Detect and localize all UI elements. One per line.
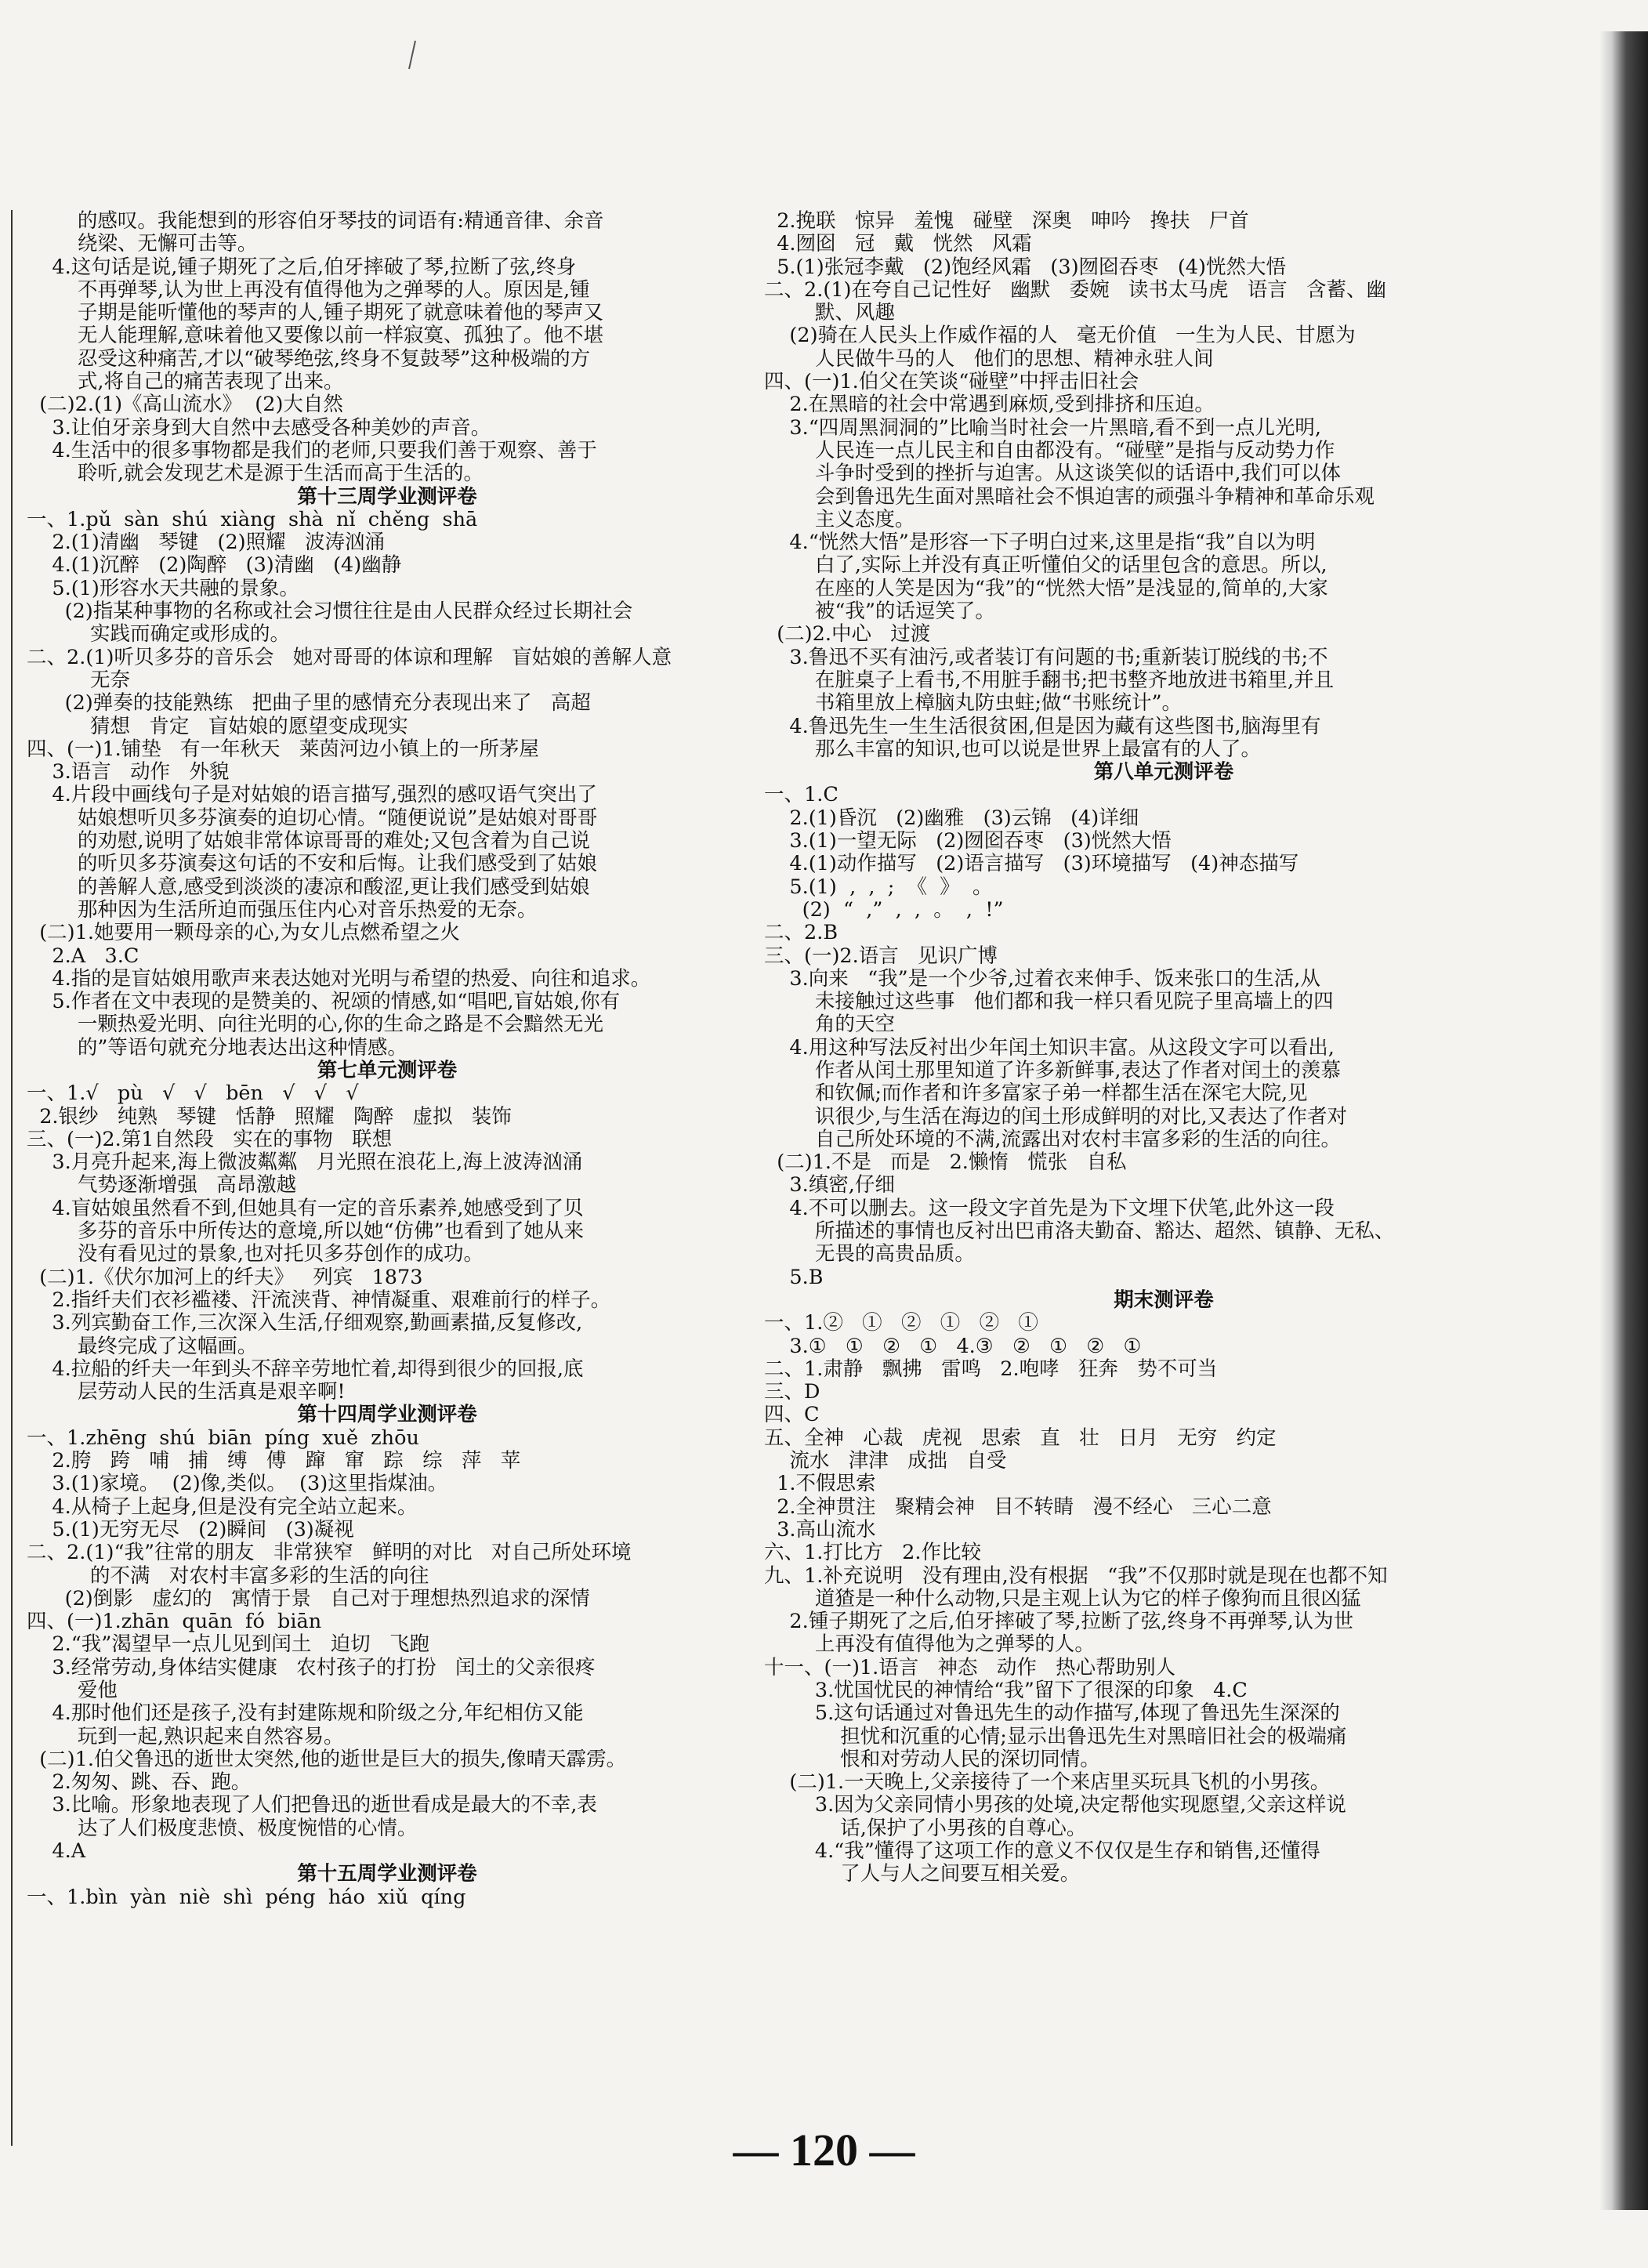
answer-line: 5.这句话通过对鲁迅先生的动作描写,体现了鲁迅先生深深的 bbox=[764, 1702, 1340, 1726]
section-heading: 期末测评卷 bbox=[1114, 1288, 1214, 1312]
answer-line: 在座的人笑是因为“我”的“恍然大悟”是浅显的,简单的,大家 bbox=[764, 577, 1328, 600]
answer-line: 四、(一)1.伯父在笑谈“碰壁”中抨击旧社会 bbox=[764, 371, 1139, 394]
answer-line: 书箱里放上樟脑丸防虫蛀;做“书账统计”。 bbox=[764, 692, 1183, 716]
answer-line: 2.(1)昏沉 (2)幽雅 (3)云锦 (4)详细 bbox=[764, 806, 1139, 830]
answer-line: 4.指的是盲姑娘用歌声来表达她对光明与希望的热爱、向往和追求。 bbox=[27, 967, 651, 991]
answer-line: 5.作者在文中表现的是赞美的、祝颂的情感,如“唱吧,盲姑娘,你有 bbox=[27, 991, 621, 1014]
answer-line: (二)1.《伏尔加河上的纤夫》 列宾 1873 bbox=[27, 1266, 423, 1289]
answer-line: (二)2.(1)《高山流水》 (2)大自然 bbox=[27, 393, 343, 417]
answer-line: (2)倒影 虚幻的 寓情于景 自己对于理想热烈追求的深情 bbox=[27, 1587, 590, 1610]
answer-line: 3.让伯牙亲身到大自然中去感受各种美妙的声音。 bbox=[27, 416, 491, 440]
answer-line: 话,保护了小男孩的自尊心。 bbox=[764, 1817, 1087, 1840]
section-heading: 第七单元测评卷 bbox=[317, 1059, 458, 1082]
section-heading: 第十四周学业测评卷 bbox=[297, 1404, 477, 1427]
answer-line: 3.比喻。形象地表现了人们把鲁迅的逝世看成是最大的不幸,表 bbox=[27, 1794, 597, 1817]
answer-line: 聆听,就会发现艺术是源于生活而高于生活的。 bbox=[27, 462, 484, 486]
answer-line: 五、全神 心裁 虎视 思索 直 壮 日月 无穷 约定 bbox=[764, 1426, 1277, 1450]
answer-line: 三、(一)2.语言 见识广博 bbox=[764, 944, 998, 968]
answer-line: 3.(1)家境。 (2)像,类似。 (3)这里指煤油。 bbox=[27, 1473, 448, 1496]
answer-line: (二)1.伯父鲁迅的逝世太突然,他的逝世是巨大的损失,像晴天霹雳。 bbox=[27, 1748, 627, 1771]
answer-line: 未接触过这些事 他们都和我一样只看见院子里高墙上的四 bbox=[764, 991, 1334, 1014]
answer-line: 气势逐渐增强 高昂激越 bbox=[27, 1174, 297, 1197]
answer-line: 3.忧国忧民的神情给“我”留下了很深的印象 4.C bbox=[764, 1679, 1248, 1702]
answer-line: 十一、(一)1.语言 神态 动作 热心帮助别人 bbox=[764, 1656, 1176, 1679]
answer-line: (2)指某种事物的名称或社会习惯往往是由人民群众经过长期社会 bbox=[27, 600, 633, 624]
answer-line: (二)1.不是 而是 2.懒惰 慌张 自私 bbox=[764, 1151, 1127, 1175]
answer-line: 无奈 bbox=[27, 668, 131, 692]
answer-line: 4.片段中画线句子是对姑娘的语言描写,强烈的感叹语气突出了 bbox=[27, 784, 597, 807]
answer-line: 2.A 3.C bbox=[27, 944, 139, 968]
answer-line: 不再弹琴,认为世上再没有值得他为之弹琴的人。原因是,锺 bbox=[27, 278, 590, 302]
answer-line: 4.A bbox=[27, 1840, 86, 1864]
left-answer-column bbox=[27, 210, 748, 1909]
answer-line: 3.语言 动作 外貌 bbox=[27, 761, 230, 784]
answer-line: 5.B bbox=[764, 1266, 824, 1289]
answer-line: 的劝慰,说明了姑娘非常体谅哥哥的难处;又包含着为自己说 bbox=[27, 830, 591, 853]
answer-line: (2)弹奏的技能熟练 把曲子里的感情充分表现出来了 高超 bbox=[27, 692, 591, 716]
answer-line: 4.(1)动作描写 (2)语言描写 (3)环境描写 (4)神态描写 bbox=[764, 853, 1299, 876]
answer-line: 3.(1)一望无际 (2)囫囵吞枣 (3)恍然大悟 bbox=[764, 830, 1172, 853]
answer-line: 实践而确定或形成的。 bbox=[27, 623, 291, 647]
answer-line: 3.月亮升起来,海上微波粼粼 月光照在浪花上,海上波涛汹涌 bbox=[27, 1151, 583, 1175]
answer-line: 3.高山流水 bbox=[764, 1518, 876, 1542]
answer-line: 玩到一起,熟识起来自然容易。 bbox=[27, 1725, 344, 1748]
answer-line: 的听贝多芬演奏这句话的不安和后悔。让我们感受到了姑娘 bbox=[27, 853, 597, 876]
pen-mark bbox=[407, 39, 417, 71]
answer-line: 六、1.打比方 2.作比较 bbox=[764, 1542, 981, 1565]
answer-line: 人民连一点儿民主和自由都没有。“碰壁”是指与反动势力作 bbox=[764, 439, 1335, 462]
answer-line: 流水 津津 成拙 自受 bbox=[764, 1450, 1007, 1473]
answer-line: (二)1.她要用一颗母亲的心,为女儿点燃希望之火 bbox=[27, 922, 461, 945]
answer-line: 所描述的事情也反衬出巴甫洛夫勤奋、豁达、超然、镇静、无私、 bbox=[764, 1220, 1395, 1244]
answer-line: 4.用这种写法反衬出少年闰土知识丰富。从这段文字可以看出, bbox=[764, 1036, 1335, 1060]
answer-line: 识很少,与生活在海边的闰土形成鲜明的对比,又表达了作者对 bbox=[764, 1105, 1348, 1129]
answer-line: 3.向来 “我”是一个少爷,过着衣来伸手、饭来张口的生活,从 bbox=[764, 967, 1320, 991]
answer-line: 九、1.补充说明 没有理由,没有根据 “我”不仅那时就是现在也都不知 bbox=[764, 1564, 1388, 1588]
answer-line: 4.囫囵 冠 戴 恍然 风霜 bbox=[764, 233, 1032, 256]
answer-line: 5.(1) , , ; 《 》 。 bbox=[764, 875, 993, 899]
answer-line: 一、1.② ① ② ① ② ① bbox=[764, 1312, 1038, 1335]
answer-line: 4.这句话是说,锺子期死了之后,伯牙摔破了琴,拉断了弦,终身 bbox=[27, 255, 577, 279]
answer-line: 和钦佩;而作者和许多富家子弟一样都生活在深宅大院,见 bbox=[764, 1082, 1308, 1106]
answer-line: 了人与人之间要互相关爱。 bbox=[764, 1863, 1081, 1886]
answer-line: (二)2.中心 过渡 bbox=[764, 623, 931, 647]
answer-line: 4.拉船的纤夫一年到头不辞辛劳地忙着,却得到很少的回报,底 bbox=[27, 1357, 584, 1381]
answer-line: 白了,实际上并没有真正听懂伯父的话里包含的意思。所以, bbox=[764, 554, 1327, 578]
answer-line: 2.银纱 纯熟 琴键 恬静 照耀 陶醉 虚拟 装饰 bbox=[27, 1105, 512, 1129]
answer-line: 式,将自己的痛苦表现了出来。 bbox=[27, 371, 344, 394]
answer-line: 3.① ① ② ① 4.③ ② ① ② ① bbox=[764, 1335, 1142, 1358]
answer-line: 4.“我”懂得了这项工作的意义不仅仅是生存和销售,还懂得 bbox=[764, 1840, 1320, 1864]
answer-line: 4.从椅子上起身,但是没有完全站立起来。 bbox=[27, 1495, 418, 1519]
answer-line: 最终完成了这幅画。 bbox=[27, 1335, 258, 1358]
margin-line bbox=[11, 210, 13, 2146]
answer-line: 会到鲁迅先生面对黑暗社会不惧迫害的顽强斗争精神和革命乐观 bbox=[764, 485, 1375, 509]
answer-line: 层劳动人民的生活真是艰辛啊! bbox=[27, 1381, 346, 1404]
answer-line: 绕梁、无懈可击等。 bbox=[27, 233, 258, 256]
answer-line: 的善解人意,感受到淡淡的凄凉和酸涩,更让我们感受到姑娘 bbox=[27, 875, 590, 899]
answer-line: 自己所处环境的不满,流露出对农村丰富多彩的生活的向往。 bbox=[764, 1128, 1341, 1151]
answer-line: (二)1.一天晚上,父亲接待了一个来店里买玩具飞机的小男孩。 bbox=[764, 1771, 1331, 1795]
answer-line: 四、C bbox=[764, 1404, 820, 1427]
answer-line: 默、风趣 bbox=[764, 302, 895, 325]
answer-line: 被“我”的话逗笑了。 bbox=[764, 600, 995, 624]
answer-line: 4.生活中的很多事物都是我们的老师,只要我们善于观察、善于 bbox=[27, 439, 597, 462]
answer-line: 3.缜密,仔细 bbox=[764, 1174, 895, 1197]
answer-line: 2.在黑暗的社会中常遇到麻烦,受到排挤和压迫。 bbox=[764, 393, 1215, 417]
answer-line: 人民做牛马的人 他们的思想、精神永驻人间 bbox=[764, 347, 1214, 371]
answer-line: 4.“恍然大悟”是形容一下子明白过来,这里是指“我”自以为明 bbox=[764, 531, 1316, 555]
answer-line: 二、2.(1)“我”往常的朋友 非常狭窄 鲜明的对比 对自己所处环境 bbox=[27, 1542, 632, 1565]
answer-line: 担忧和沉重的心情;显示出鲁迅先生对黑暗旧社会的极端痛 bbox=[764, 1725, 1347, 1748]
answer-line: 一、1.bìn yàn niè shì péng háo xiǔ qíng bbox=[27, 1886, 466, 1909]
answer-line: 3.因为父亲同情小男孩的处境,决定帮他实现愿望,父亲这样说 bbox=[764, 1794, 1346, 1817]
answer-line: 猜想 肯定 盲姑娘的愿望变成现实 bbox=[27, 715, 408, 738]
section-heading: 第十五周学业测评卷 bbox=[297, 1863, 477, 1886]
answer-line: 那么丰富的知识,也可以说是世界上最富有的人了。 bbox=[764, 737, 1261, 761]
answer-line: 三、D bbox=[764, 1381, 820, 1404]
answer-line: 4.鲁迅先生一生生活很贫困,但是因为藏有这些图书,脑海里有 bbox=[764, 715, 1321, 738]
answer-line: 无畏的高贵品质。 bbox=[764, 1243, 975, 1266]
answer-line: 4.那时他们还是孩子,没有封建陈规和阶级之分,年纪相仿又能 bbox=[27, 1702, 584, 1726]
answer-line: 5.(1)形容水天共融的景象。 bbox=[27, 577, 299, 600]
scanned-page-edge bbox=[1599, 31, 1648, 2210]
answer-line: 在脏桌子上看书,不用脏手翻书;把书整齐地放进书箱里,并且 bbox=[764, 668, 1335, 692]
answer-line: 2.指纤夫们衣衫褴褛、汗流浃背、神情凝重、艰难前行的样子。 bbox=[27, 1288, 611, 1312]
section-heading: 第十三周学业测评卷 bbox=[297, 485, 477, 509]
answer-line: 2.锺子期死了之后,伯牙摔破了琴,拉断了弦,终身不再弹琴,认为世 bbox=[764, 1610, 1354, 1634]
answer-line: 4.不可以删去。这一段文字首先是为下文埋下伏笔,此外这一段 bbox=[764, 1197, 1335, 1220]
answer-line: 没有看见过的景象,也对托贝多芬创作的成功。 bbox=[27, 1243, 484, 1266]
answer-line: 恨和对劳动人民的深切同情。 bbox=[764, 1748, 1100, 1771]
answer-line: 主义态度。 bbox=[764, 508, 915, 531]
answer-line: 角的天空 bbox=[764, 1013, 895, 1037]
answer-line: 作者从闰土那里知道了许多新鲜事,表达了作者对闰土的羡慕 bbox=[764, 1059, 1341, 1082]
right-answer-column bbox=[764, 210, 1563, 1886]
answer-line: 斗争时受到的挫折与迫害。从这谈笑似的话语中,我们可以体 bbox=[764, 462, 1341, 486]
answer-line: 一、1.√ pù √ √ bēn √ √ √ bbox=[27, 1082, 359, 1106]
answer-line: 2.胯 跨 哺 捕 缚 傅 蹿 窜 踪 综 萍 苹 bbox=[27, 1450, 521, 1473]
answer-line: 四、(一)1.zhān quān fó biān bbox=[27, 1610, 322, 1634]
answer-line: 5.(1)无穷无尽 (2)瞬间 (3)凝视 bbox=[27, 1518, 354, 1542]
answer-line: 达了人们极度悲愤、极度惋惜的心情。 bbox=[27, 1817, 418, 1840]
answer-line: 一、1.pǔ sàn shú xiàng shà nǐ chěng shā bbox=[27, 508, 478, 531]
answer-line: 2.挽联 惊异 羞愧 碰壁 深奥 呻吟 搀扶 尸首 bbox=[764, 210, 1249, 233]
answer-line: 2.匆匆、跳、吞、跑。 bbox=[27, 1771, 252, 1795]
answer-line: 2.全神贯注 聚精会神 目不转睛 漫不经心 三心二意 bbox=[764, 1495, 1272, 1519]
answer-line: 3.列宾勤奋工作,三次深入生活,仔细观察,勤画素描,反复修改, bbox=[27, 1312, 583, 1335]
answer-line: 多芬的音乐中所传达的意境,所以她“仿佛”也看到了她从来 bbox=[27, 1220, 585, 1244]
answer-line: 3.鲁迅不买有油污,或者装订有问题的书;重新装订脱线的书;不 bbox=[764, 646, 1328, 669]
answer-line: (2) “ ,” , , 。 , !” bbox=[764, 898, 1004, 922]
answer-line: 上再没有值得他为之弹琴的人。 bbox=[764, 1633, 1095, 1657]
answer-line: 无人能理解,意味着他又要像以前一样寂寞、孤独了。他不堪 bbox=[27, 324, 603, 348]
answer-line: 子期是能听懂他的琴声的人,锺子期死了就意味着他的琴声又 bbox=[27, 302, 603, 325]
answer-line: 4.盲姑娘虽然看不到,但她具有一定的音乐素养,她感受到了贝 bbox=[27, 1197, 584, 1220]
answer-line: 2.“我”渴望早一点儿见到闰土 迫切 飞跑 bbox=[27, 1633, 429, 1657]
answer-line: 一、1.zhēng shú biān píng xuě zhōu bbox=[27, 1426, 419, 1450]
answer-line: 道猹是一种什么动物,只是主观上认为它的样子像狗而且很凶猛 bbox=[764, 1587, 1361, 1610]
answer-line: 那种因为生活所迫而强压住内心对音乐热爱的无奈。 bbox=[27, 898, 538, 922]
page-number: — 120 — bbox=[733, 2125, 915, 2176]
answer-line: 5.(1)张冠李戴 (2)饱经风霜 (3)囫囵吞枣 (4)恍然大悟 bbox=[764, 255, 1286, 279]
answer-line: 的不满 对农村丰富多彩的生活的向往 bbox=[27, 1564, 429, 1588]
answer-line: 1.不假思索 bbox=[764, 1473, 876, 1496]
answer-line: 爱他 bbox=[27, 1679, 118, 1702]
answer-line: 姑娘想听贝多芬演奏的迫切心情。“随便说说”是姑娘对哥哥 bbox=[27, 806, 598, 830]
answer-line: 二、1.肃静 飘拂 雷鸣 2.咆哮 狂奔 势不可当 bbox=[764, 1357, 1218, 1381]
answer-line: 忍受这种痛苦,才以“破琴绝弦,终身不复鼓琴”这种极端的方 bbox=[27, 347, 591, 371]
answer-line: 三、(一)2.第1自然段 实在的事物 联想 bbox=[27, 1128, 393, 1151]
answer-line: 2.(1)清幽 琴键 (2)照耀 波涛汹涌 bbox=[27, 531, 385, 555]
answer-line: (2)骑在人民头上作威作福的人 毫无价值 一生为人民、甘愿为 bbox=[764, 324, 1356, 348]
answer-line: 二、2.(1)听贝多芬的音乐会 她对哥哥的体谅和理解 盲姑娘的善解人意 bbox=[27, 646, 672, 669]
answer-line: 四、(一)1.铺垫 有一年秋天 莱茵河边小镇上的一所茅屋 bbox=[27, 737, 539, 761]
answer-line: 的感叹。我能想到的形容伯牙琴技的词语有:精通音律、余音 bbox=[27, 210, 604, 233]
section-heading: 第八单元测评卷 bbox=[1093, 761, 1234, 784]
answer-line: 二、2.(1)在夸自己记性好 幽默 委婉 读书太马虎 语言 含蓄、幽 bbox=[764, 278, 1387, 302]
answer-line: 二、2.B bbox=[764, 922, 838, 945]
answer-line: 3.经常劳动,身体结实健康 农村孩子的打扮 闰土的父亲很疼 bbox=[27, 1656, 596, 1679]
answer-line: 一、1.C bbox=[764, 784, 838, 807]
answer-line: 4.(1)沉醉 (2)陶醉 (3)清幽 (4)幽静 bbox=[27, 554, 402, 578]
answer-line: 的”等语句就充分地表达出这种情感。 bbox=[27, 1036, 407, 1060]
answer-line: 一颗热爱光明、向往光明的心,你的生命之路是不会黯然无光 bbox=[27, 1013, 603, 1037]
answer-line: 3.“四周黑洞洞的”比喻当时社会一片黑暗,看不到一点儿光明, bbox=[764, 416, 1322, 440]
